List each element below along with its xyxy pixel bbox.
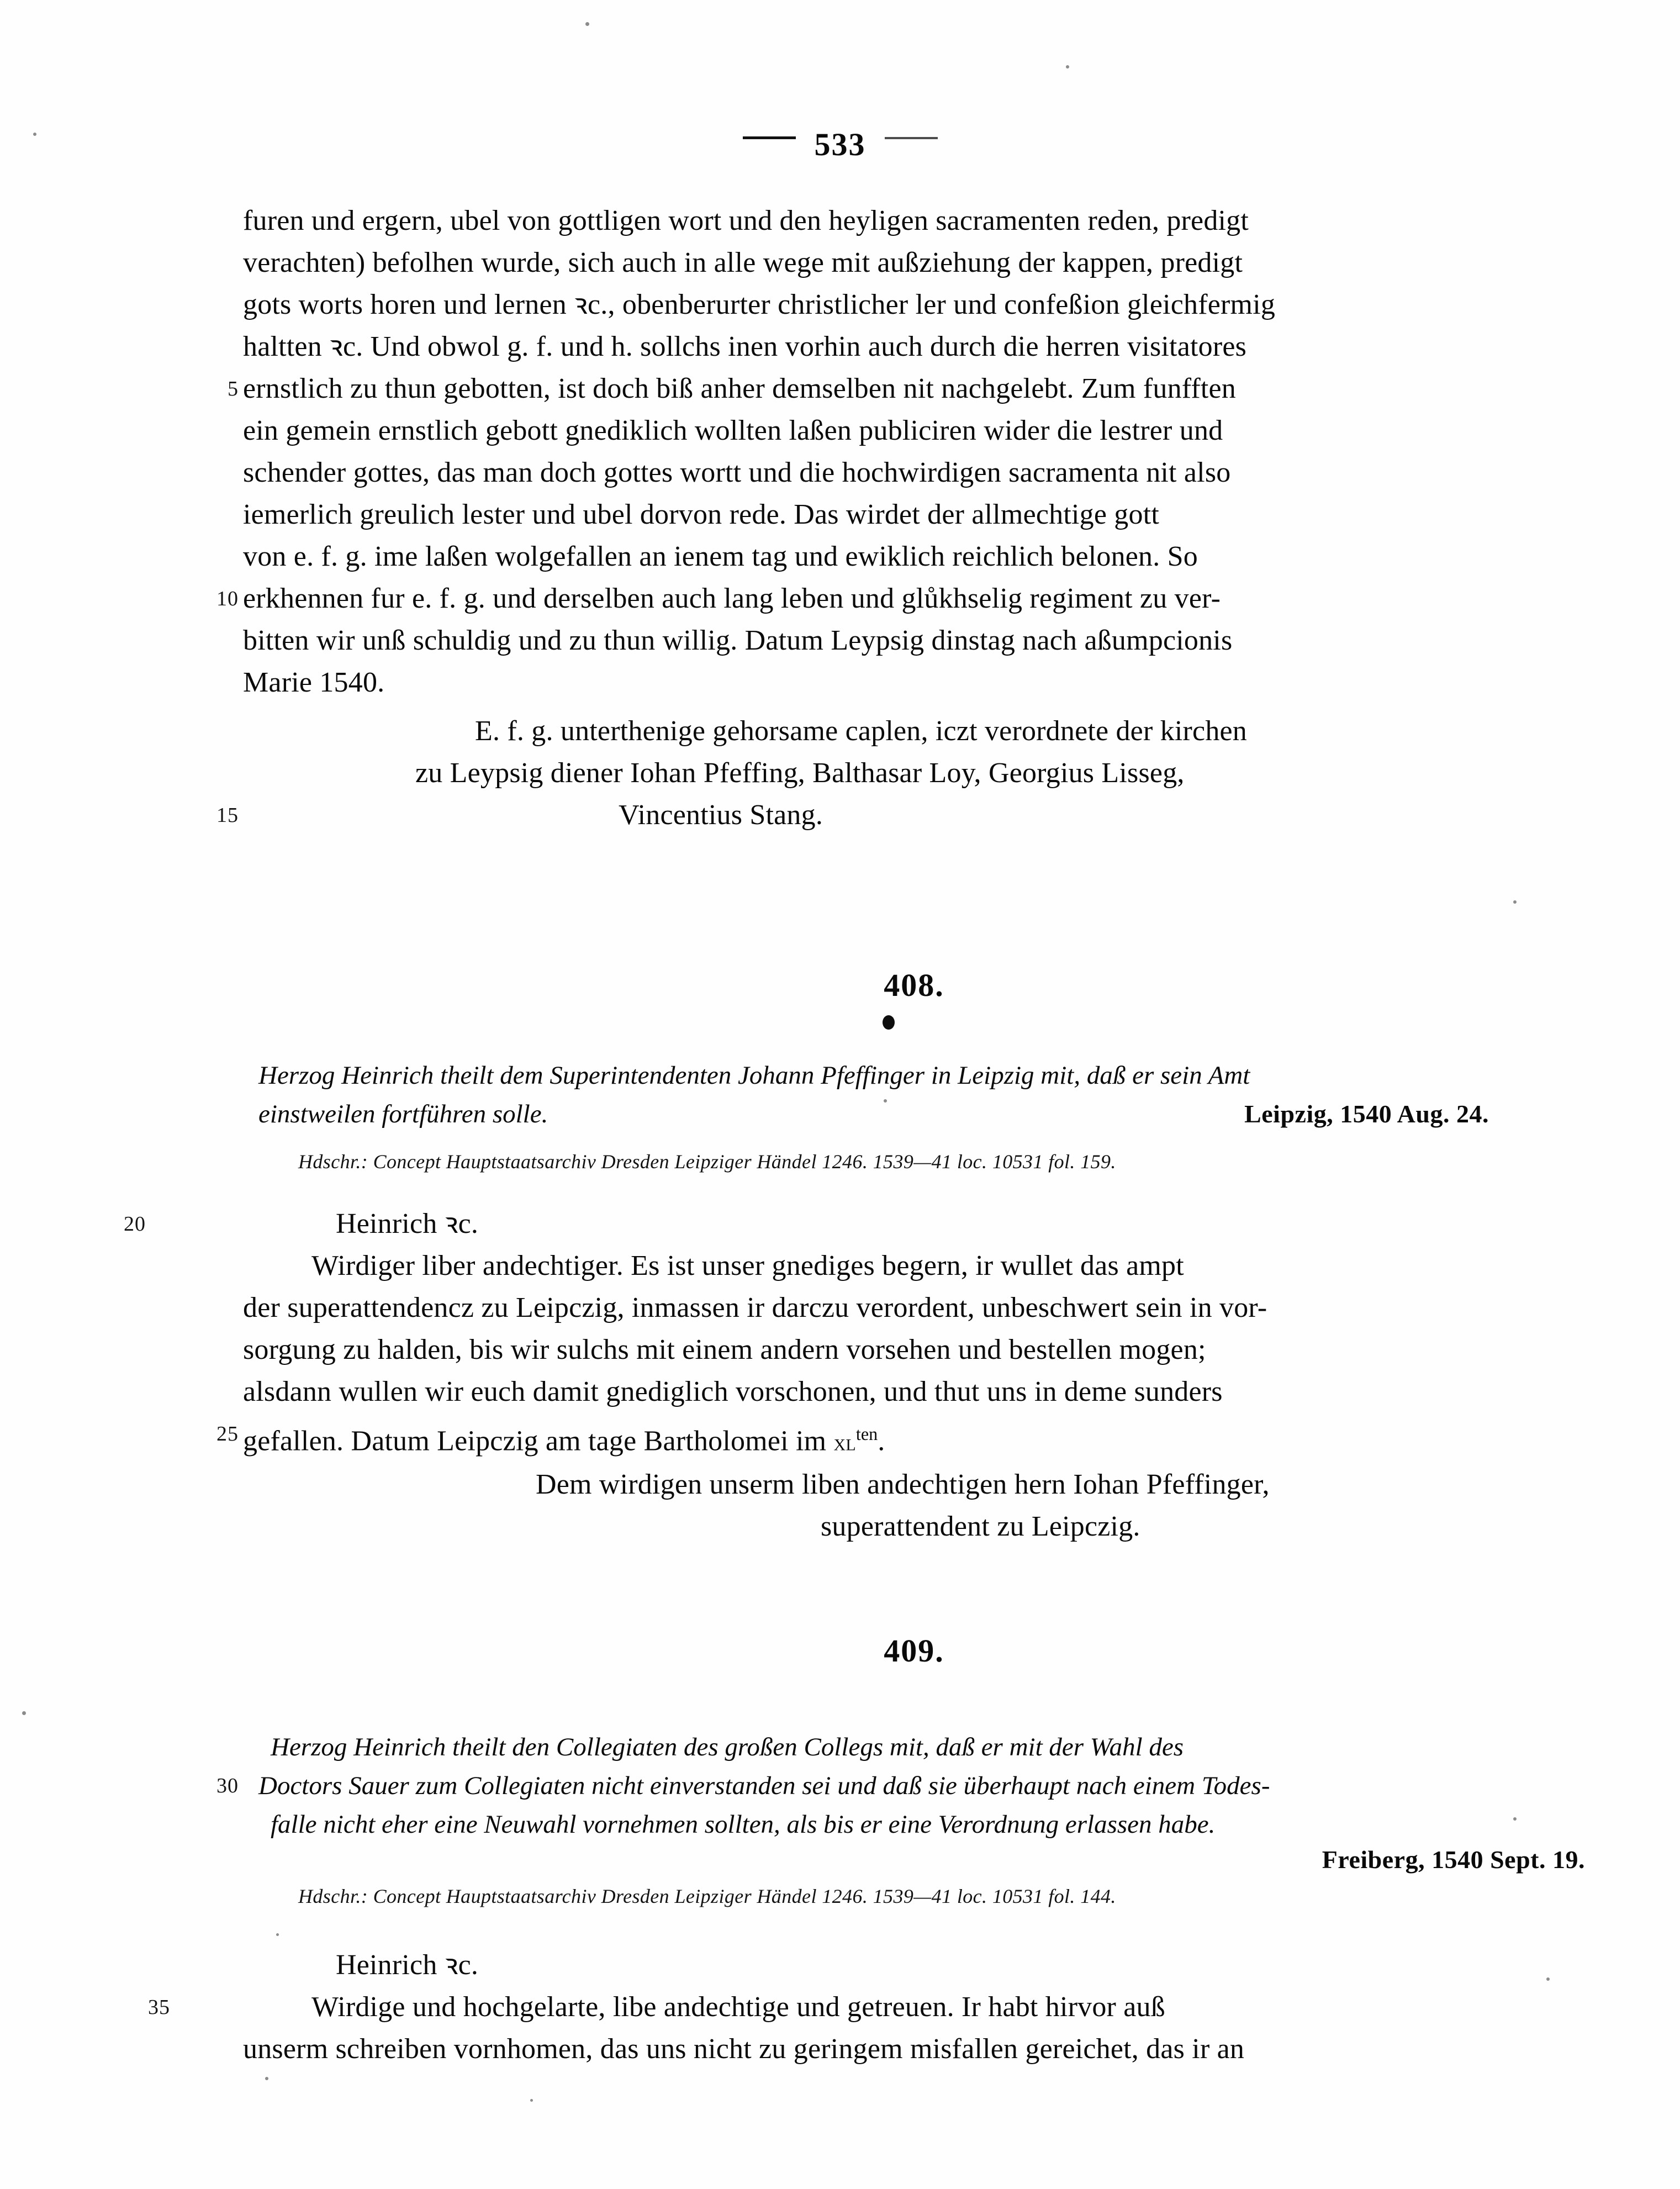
signature-text: E. f. g. unterthenige gehorsame caplen, iczt verordnete der kirchen — [475, 715, 1248, 747]
salutation-line-409 — [243, 1944, 1585, 1986]
salutation-text: Heinrich ꝛc. — [336, 1208, 479, 1239]
roman-numeral-suffix: ten — [855, 1424, 878, 1444]
section-ornament-dot — [883, 1015, 895, 1030]
line-number-30: 30 — [216, 1774, 239, 1797]
salutation-text: Heinrich ꝛc. — [336, 1949, 479, 1981]
body-line-text: Wirdige und hochgelarte, libe andechtige und getreuen. Ir habt hirvor auß — [311, 1991, 1165, 2023]
signature-line — [216, 794, 1585, 836]
address-line-408 — [243, 1464, 1585, 1506]
dateline-409-wrap — [1322, 1845, 1585, 1874]
signature-text: Vincentius Stang. — [619, 799, 823, 831]
scan-speck — [276, 1933, 279, 1936]
dateline-409: Freiberg, 1540 Sept. 19. — [1322, 1845, 1585, 1874]
body-line-text: ernstlich zu thun gebotten, ist doch biß anher demselben nit nachgelebt. Zum funfften — [243, 373, 1236, 404]
address-text: Dem wirdigen unserm liben andechtigen hern Iohan Pfeffinger, — [536, 1469, 1270, 1501]
regest-409-text: Doctors Sauer zum Collegiaten nicht einverstanden sei und daß sie überhaupt nach einem Todes- — [258, 1771, 1270, 1800]
page-number: 533 — [814, 126, 866, 163]
line-number-5: 5 — [228, 377, 239, 400]
letter-407-signature — [216, 710, 1585, 836]
body-line — [148, 1986, 1585, 2028]
letter-407-body — [216, 200, 1585, 704]
body-line: gots worts horen und lernen ꝛc., obenberurter christlicher ler und confeßion gleichfermig — [243, 289, 1276, 320]
source-note-408: Hdschr.: Concept Hauptstaatsarchiv Dresden Leipziger Händel 1246. 1539—41 loc. 10531 fol. 159. — [298, 1151, 1116, 1173]
signature-line — [243, 752, 1585, 794]
regest-409-line — [216, 1766, 1584, 1805]
address-text: superattendent zu Leipczig. — [821, 1511, 1140, 1543]
address-line-408 — [243, 1506, 1585, 1548]
body-line: der superattendencz zu Leipczig, inmassen ir darczu verordent, unbeschwert sein in vor- — [243, 1292, 1267, 1323]
body-line-text: erkhennen fur e. f. g. und derselben auch lang leben und glůkhselig regiment zu ver- — [243, 583, 1221, 614]
item-408-body — [124, 1203, 1585, 1548]
roman-numeral-period: . — [878, 1425, 885, 1457]
signature-text: zu Leypsig diener Iohan Pfeffing, Balthasar Loy, Georgius Lisseg, — [415, 757, 1185, 789]
body-line: unserm schreiben vornhomen, das uns nicht zu geringem misfallen gereichet, das ir an — [243, 2033, 1245, 2065]
section-number-409: 409. — [884, 1633, 944, 1669]
scan-speck — [22, 1711, 26, 1715]
line-number-25: 25 — [216, 1422, 239, 1446]
body-line: ein gemein ernstlich gebott gnediklich wollten laßen publiciren wider die lestrer und — [243, 415, 1223, 446]
line-number-10: 10 — [216, 587, 239, 610]
line-number-20: 20 — [124, 1212, 146, 1236]
body-line: Wirdiger liber andechtiger. Es ist unser gnediges begern, ir wullet das ampt — [311, 1250, 1184, 1281]
page-header — [0, 123, 1680, 163]
body-line: verachten) befolhen wurde, sich auch in alle wege mit außziehung der kappen, predigt — [243, 247, 1243, 278]
scan-speck — [1066, 65, 1069, 68]
dateline-408: Leipzig, 1540 Aug. 24. — [1244, 1100, 1489, 1128]
scan-speck — [265, 2077, 268, 2080]
body-line — [216, 1413, 1585, 1464]
regest-408-text: einstweilen fortführen solle. — [258, 1100, 548, 1128]
body-line: von e. f. g. ime laßen wolgefallen an ienem tag und ewiklich reichlich belonen. So — [243, 541, 1198, 572]
body-line: bitten wir unß schuldig und zu thun willig. Datum Leypsig dinstag nach aßumpcionis — [243, 625, 1233, 656]
line-number-35: 35 — [148, 1996, 170, 2019]
body-line — [216, 578, 1585, 620]
regest-409-line: falle nicht eher eine Neuwahl vornehmen sollten, als bis er eine Verordnung erlassen habe. — [271, 1810, 1216, 1839]
body-line: haltten ꝛc. Und obwol g. f. und h. sollchs inen vorhin auch durch die herren visitatores — [243, 331, 1247, 362]
roman-numeral-year: xl — [833, 1430, 856, 1456]
item-409-body — [148, 1944, 1585, 2070]
signature-line — [243, 710, 1585, 752]
body-line — [228, 368, 1585, 410]
body-line: iemerlich greulich lester und ubel dorvon rede. Das wirdet der allmechtige gott — [243, 499, 1160, 530]
regest-409-line: Herzog Heinrich theilt den Collegiaten des großen Collegs mit, daß er mit der Wahl des — [271, 1733, 1184, 1761]
section-number-408: 408. — [884, 967, 944, 1003]
source-note-409: Hdschr.: Concept Hauptstaatsarchiv Dresden Leipziger Händel 1246. 1539—41 loc. 10531 fol. 144. — [298, 1885, 1116, 1907]
scan-speck — [1513, 900, 1517, 904]
body-line-text: gefallen. Datum Leipczig am tage Bartholomei im — [243, 1425, 834, 1457]
body-line: alsdann wullen wir euch damit gnediglich vorschonen, und thut uns in deme sunders — [243, 1376, 1223, 1407]
body-line: schender gottes, das man doch gottes wortt und die hochwirdigen sacramenta nit also — [243, 457, 1231, 488]
body-line: sorgung zu halden, bis wir sulchs mit einem andern vorsehen und bestellen mogen; — [243, 1334, 1206, 1365]
regest-408-line-with-dateline — [258, 1095, 1584, 1133]
header-rule-left — [743, 136, 796, 139]
body-line: furen und ergern, ubel von gottligen wort und den heyligen sacramenten reden, predigt — [243, 205, 1249, 236]
scan-speck — [530, 2099, 533, 2102]
salutation-line-408 — [124, 1203, 1585, 1245]
scan-speck — [585, 22, 589, 26]
body-line: Marie 1540. — [243, 667, 385, 698]
line-number-15: 15 — [216, 804, 239, 827]
regest-408-line: Herzog Heinrich theilt dem Superintendenten Johann Pfeffinger in Leipzig mit, daß er sein Amt — [258, 1061, 1250, 1090]
header-rule-right — [885, 137, 938, 139]
